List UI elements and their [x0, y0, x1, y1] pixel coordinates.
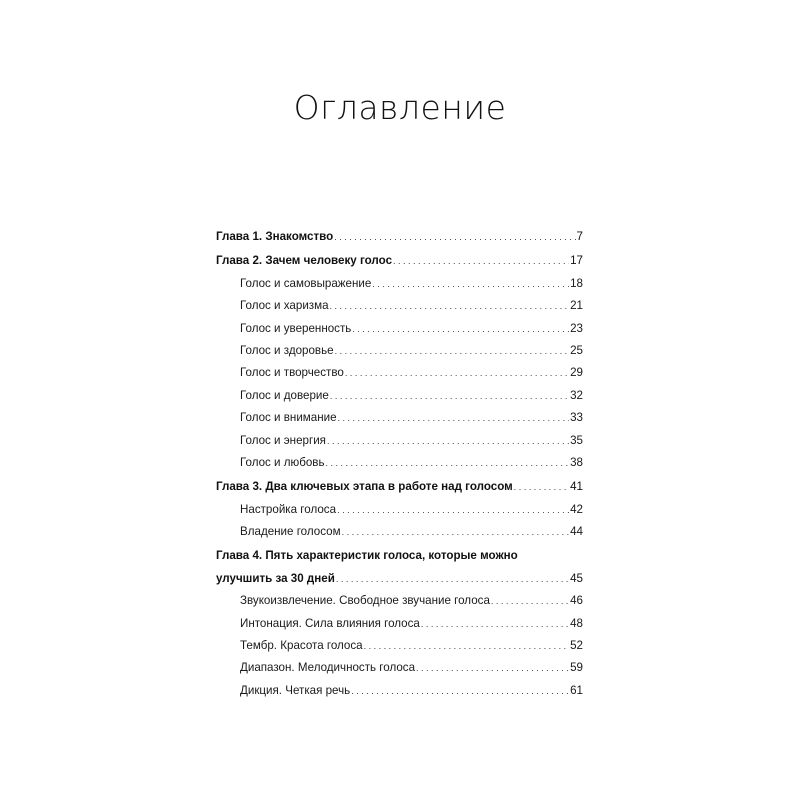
toc-section-label: Голос и самовыражение	[240, 276, 372, 290]
toc-page-number: 52	[570, 639, 583, 653]
dot-leader	[345, 362, 569, 384]
toc-page-number: 44	[570, 525, 583, 539]
toc-section-label: Интонация. Сила влияния голоса	[240, 616, 420, 630]
toc-section[interactable]	[216, 295, 583, 317]
dot-leader	[337, 499, 569, 521]
toc-page-number: 41	[570, 480, 583, 494]
toc-section-label: Голос и здоровье	[240, 343, 334, 357]
toc-page-number: 32	[570, 388, 583, 402]
toc-chapter-4[interactable]	[216, 568, 583, 590]
toc-page-number: 29	[570, 366, 583, 380]
toc-chapter-4-line-1[interactable]	[216, 545, 583, 567]
toc-section[interactable]	[216, 499, 583, 521]
toc-page-number: 25	[570, 343, 583, 357]
toc-page-number: 46	[570, 594, 583, 608]
dot-leader	[335, 340, 570, 362]
toc-section[interactable]	[216, 407, 583, 429]
toc-section-label: Голос и внимание	[240, 411, 337, 425]
toc-page-number: 35	[570, 433, 583, 447]
toc-section-label: Диапазон. Мелодичность голоса	[240, 661, 416, 675]
dot-leader	[334, 226, 575, 248]
toc-section-label: Голос и любовь	[240, 455, 325, 469]
toc-section[interactable]	[216, 340, 583, 362]
dot-leader	[326, 452, 570, 474]
toc-chapter-1[interactable]	[216, 226, 583, 248]
dot-leader	[514, 476, 569, 498]
toc-section-label: Голос и харизма	[240, 299, 329, 313]
toc-page-number: 21	[570, 299, 583, 313]
toc-section-label: Тембр. Красота голоса	[240, 639, 363, 653]
toc-page-number: 17	[570, 254, 583, 268]
dot-leader	[342, 521, 570, 543]
dot-leader	[327, 430, 569, 452]
toc-section[interactable]	[216, 362, 583, 384]
toc-section-label: Дикция. Четкая речь	[240, 683, 351, 697]
page-title: Оглавление	[293, 88, 507, 127]
toc-page-number: 61	[570, 683, 583, 697]
toc-section[interactable]	[216, 613, 583, 635]
toc-section[interactable]	[216, 635, 583, 657]
toc-section-label: Голос и доверие	[240, 388, 329, 402]
toc-page-number: 42	[570, 502, 583, 516]
dot-leader	[338, 407, 570, 429]
toc-section[interactable]	[216, 680, 583, 702]
dot-leader	[491, 590, 569, 612]
toc-section-label: Настройка голоса	[240, 502, 337, 516]
toc-section[interactable]	[216, 273, 583, 295]
table-of-contents	[216, 226, 583, 702]
toc-section-label: Голос и уверенность	[240, 321, 352, 335]
toc-page-number: 48	[570, 616, 583, 630]
dot-leader	[352, 318, 569, 340]
dot-leader	[364, 635, 569, 657]
toc-section-label: Голос и творчество	[240, 366, 344, 380]
dot-leader	[416, 657, 569, 679]
toc-section[interactable]	[216, 318, 583, 340]
dot-leader	[336, 568, 569, 590]
toc-section[interactable]	[216, 430, 583, 452]
toc-section-label: Звукоизвлечение. Свободное звучание голоса	[240, 594, 490, 608]
dot-leader	[330, 385, 569, 407]
toc-chapter-label: Глава 3. Два ключевых этапа в работе над голосом	[216, 480, 513, 494]
toc-section[interactable]	[216, 452, 583, 474]
toc-chapter-label: Глава 2. Зачем человеку голос	[216, 254, 393, 268]
toc-page-number: 23	[570, 321, 583, 335]
toc-section[interactable]	[216, 657, 583, 679]
dot-leader	[421, 613, 569, 635]
toc-section[interactable]	[216, 385, 583, 407]
toc-chapter-label: Глава 4. Пять характеристик голоса, которые можно	[216, 549, 518, 563]
toc-section[interactable]	[216, 590, 583, 612]
toc-chapter-2[interactable]	[216, 250, 583, 272]
toc-page-number: 33	[570, 411, 583, 425]
toc-section[interactable]	[216, 521, 583, 543]
toc-chapter-3[interactable]	[216, 476, 583, 498]
toc-page-number: 59	[570, 661, 583, 675]
toc-chapter-label: Глава 1. Знакомство	[216, 230, 334, 243]
toc-chapter-label: улучшить за 30 дней	[216, 571, 335, 585]
toc-section-label: Голос и энергия	[240, 433, 326, 447]
dot-leader	[351, 680, 569, 702]
toc-page-number: 18	[570, 276, 583, 290]
toc-page-number: 45	[570, 571, 583, 585]
dot-leader	[393, 250, 569, 272]
toc-section-label: Владение голосом	[240, 525, 341, 539]
toc-page-number: 38	[570, 455, 583, 469]
toc-page-number: 7	[576, 230, 583, 243]
dot-leader	[330, 295, 570, 317]
dot-leader	[372, 273, 569, 295]
